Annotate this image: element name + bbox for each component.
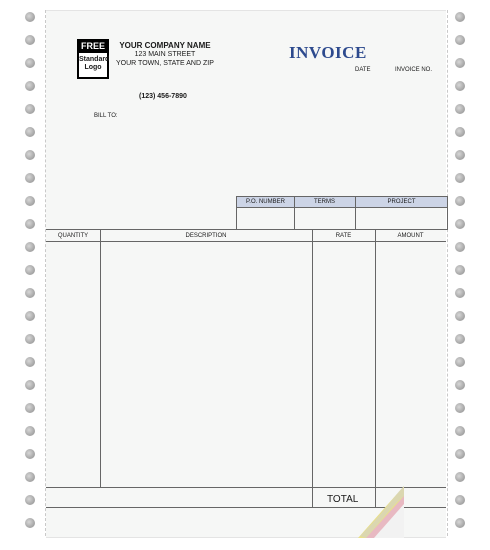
po-number-label: P.O. NUMBER [246,199,285,205]
logo [77,39,109,79]
company-city: YOUR TOWN, STATE AND ZIP [116,60,214,67]
left-pin-feed-strip [22,8,42,538]
pin-feed-hole [455,81,465,91]
column-divider [312,230,313,487]
pin-feed-hole [25,311,35,321]
invoice-form [46,10,446,538]
pin-feed-hole [25,58,35,68]
total-label: TOTAL [327,494,359,505]
po-terms-project-box [236,196,448,230]
pin-feed-hole [455,219,465,229]
pin-feed-hole [455,518,465,528]
logo-free-text: FREE [80,41,105,51]
pin-feed-hole [455,380,465,390]
pin-feed-hole [455,334,465,344]
pin-feed-hole [25,127,35,137]
company-name: YOUR COMPANY NAME [119,41,211,50]
pin-feed-hole [455,35,465,45]
pin-feed-hole [25,242,35,252]
pin-feed-hole [25,265,35,275]
pin-feed-hole [455,265,465,275]
pin-feed-hole [25,12,35,22]
pin-feed-hole [25,81,35,91]
pin-feed-hole [25,288,35,298]
bill-to-label: BILL TO: [94,113,118,119]
column-header-description: DESCRIPTION [185,233,227,239]
pin-feed-hole [455,472,465,482]
pin-feed-hole [455,426,465,436]
date-label: DATE [355,67,371,73]
pin-feed-hole [455,449,465,459]
pin-feed-hole [25,495,35,505]
pin-feed-hole [25,380,35,390]
pin-feed-hole [25,403,35,413]
column-header-amount: AMOUNT [397,233,424,239]
pin-feed-hole [455,495,465,505]
table-header-rule [46,241,446,242]
pin-feed-hole [25,518,35,528]
pin-feed-hole [25,104,35,114]
pin-feed-hole [455,104,465,114]
pin-feed-hole [25,150,35,160]
column-divider [100,230,101,487]
pin-feed-hole [25,334,35,344]
right-perforation [447,10,448,536]
project-label: PROJECT [387,199,416,205]
company-street: 123 MAIN STREET [134,51,196,58]
logo-logo-text: Logo [84,64,102,71]
pin-feed-hole [455,288,465,298]
pin-feed-hole [455,311,465,321]
column-header-quantity: QUANTITY [57,233,89,239]
total-divider [312,487,313,508]
invoice-number-label: INVOICE NO. [395,67,433,73]
column-divider [375,230,376,487]
pin-feed-hole [455,242,465,252]
pin-feed-hole [455,196,465,206]
pin-feed-hole [25,219,35,229]
line-items-table [46,229,446,508]
carbonless-copies-corner-curl [356,480,404,538]
pin-feed-hole [455,127,465,137]
pin-feed-hole [455,357,465,367]
column-header-rate: RATE [335,233,352,239]
right-pin-feed-strip [452,8,472,538]
logo-standard-text: Standard [79,56,110,63]
pin-feed-hole [25,173,35,183]
pin-feed-hole [25,449,35,459]
pin-feed-hole [25,35,35,45]
pin-feed-hole [455,403,465,413]
pin-feed-hole [25,426,35,436]
pin-feed-hole [25,357,35,367]
pin-feed-hole [455,150,465,160]
terms-label: TERMS [314,199,335,205]
pin-feed-hole [25,196,35,206]
company-phone: (123) 456-7890 [139,93,187,100]
pin-feed-hole [455,173,465,183]
form-title: INVOICE [289,43,367,62]
pin-feed-hole [455,12,465,22]
pin-feed-hole [25,472,35,482]
company-address [116,41,214,68]
pin-feed-hole [455,58,465,68]
